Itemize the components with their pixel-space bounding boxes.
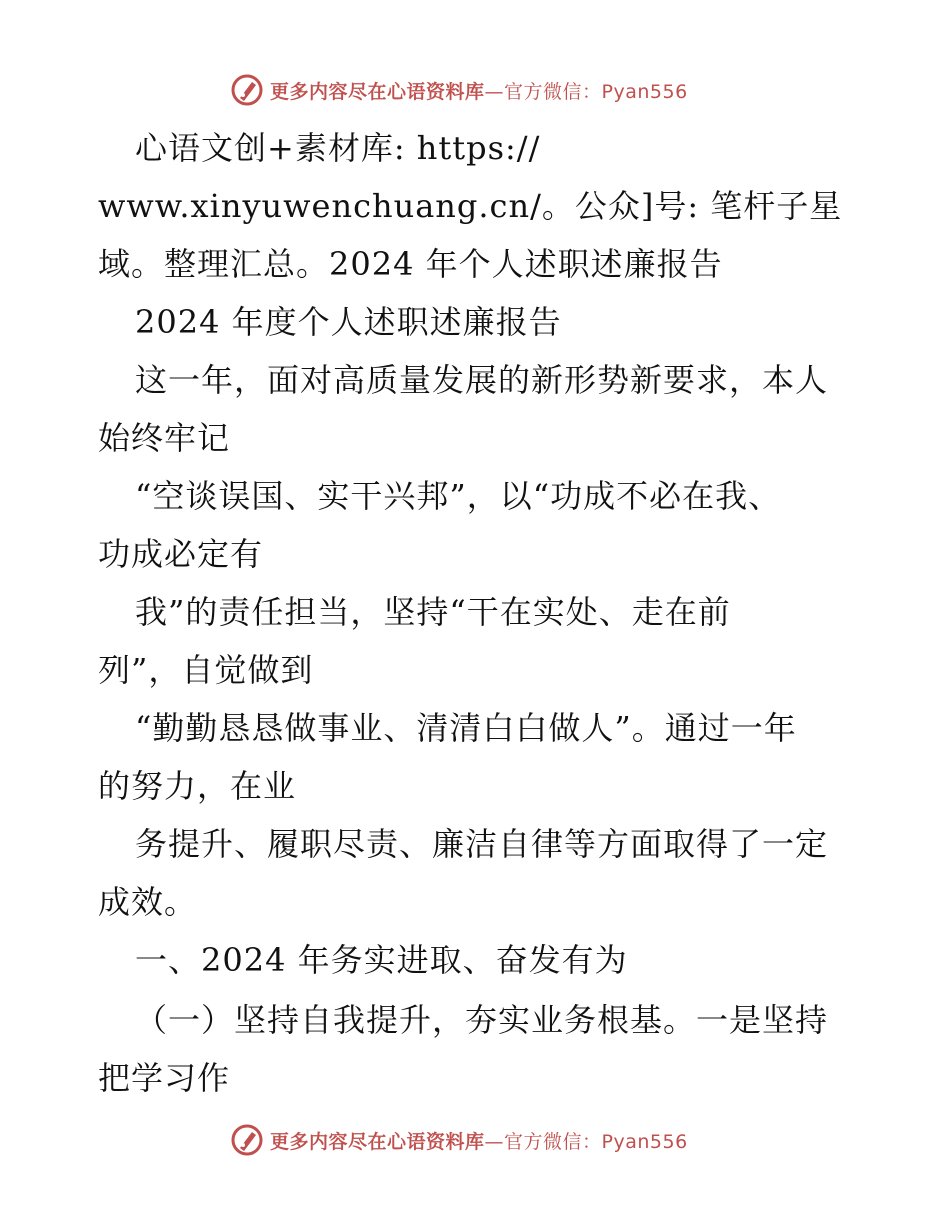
doc-line: 这一年，面对高质量发展的新形势新要求，本人 bbox=[135, 361, 829, 399]
pen-nib-logo-icon bbox=[230, 73, 264, 107]
doc-line: （一）坚持自我提升，夯实业务根基。一是坚持 bbox=[135, 1001, 829, 1039]
doc-line: 功成必定有 bbox=[98, 535, 264, 573]
doc-line: “勤勤恳恳做事业、清清白白做人”。通过一年 bbox=[135, 709, 797, 747]
doc-line: 列”，自觉做到 bbox=[98, 651, 314, 689]
doc-title: 2024 年度个人述职述廉报告 bbox=[135, 303, 562, 341]
pen-nib-logo-icon bbox=[230, 1123, 264, 1157]
doc-line: 的努力，在业 bbox=[98, 767, 297, 805]
doc-line: 务提升、履职尽责、廉洁自律等方面取得了一定 bbox=[135, 825, 829, 863]
doc-line: 心语文创+素材库: https:// bbox=[135, 129, 541, 167]
doc-line: “空谈误国、实干兴邦”，以“功成不必在我、 bbox=[135, 477, 782, 515]
doc-line: 把学习作 bbox=[98, 1059, 231, 1097]
banner-text: 更多内容尽在心语资料库—官方微信：Pyan556 bbox=[270, 1130, 688, 1153]
doc-line: 域。整理汇总。2024 年个人述职述廉报告 bbox=[98, 245, 723, 283]
doc-line: 成效。 bbox=[98, 883, 198, 921]
footer-banner bbox=[230, 1122, 730, 1158]
doc-line: 我”的责任担当，坚持“干在实处、走在前 bbox=[135, 593, 731, 631]
banner-text: 更多内容尽在心语资料库—官方微信：Pyan556 bbox=[270, 80, 688, 103]
doc-line: 始终牢记 bbox=[98, 419, 231, 457]
doc-line: www.xinyuwenchuang.cn/。公众]号: 笔杆子星 bbox=[98, 187, 843, 225]
header-banner bbox=[230, 72, 730, 108]
section-heading: 一、2024 年务实进取、奋发有为 bbox=[135, 941, 628, 979]
